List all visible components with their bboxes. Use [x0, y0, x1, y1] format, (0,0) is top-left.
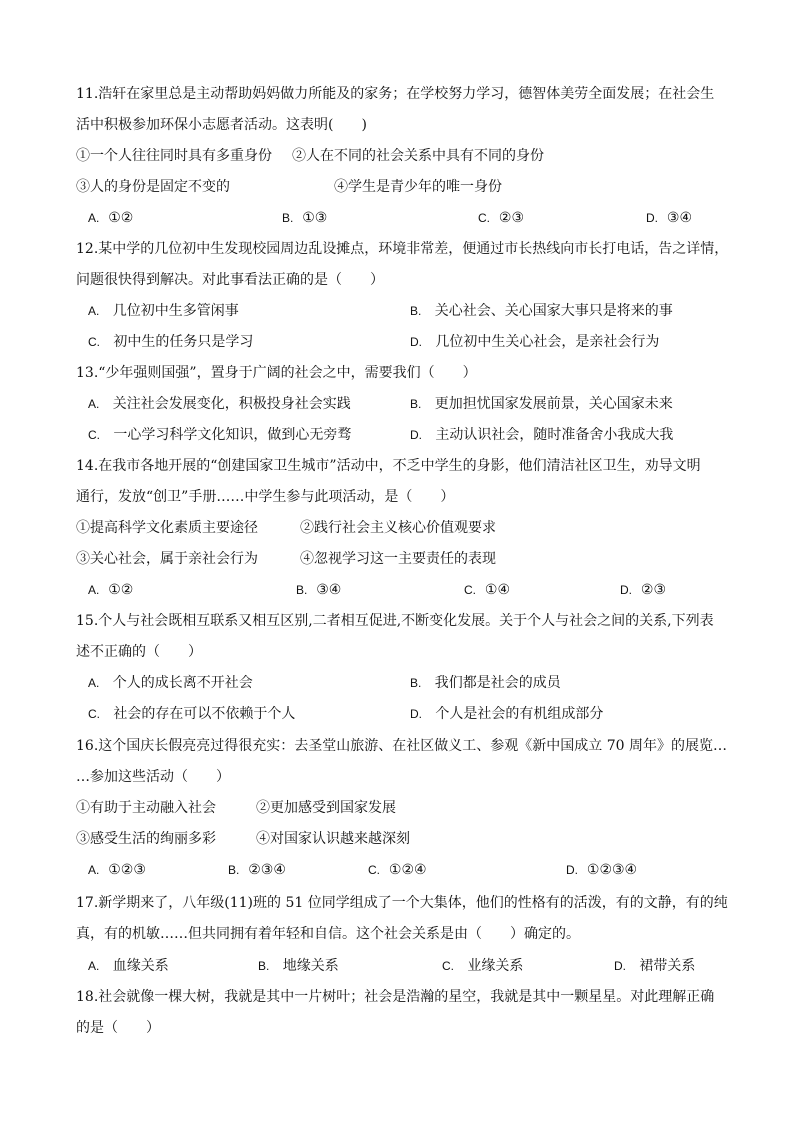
statement-3: ③关心社会，属于亲社会行为: [76, 551, 258, 567]
option-c: C. 一心学习科学文化知识，做到心无旁骛: [88, 427, 352, 443]
question-stem: 11.浩轩在家里总是主动帮助妈妈做力所能及的家务；在学校努力学习，德智体美劳全面发展；在社会生: [76, 86, 715, 102]
option-d: D. 裙带关系: [614, 958, 696, 974]
statement-4: ④忽视学习这一主要责任的表现: [300, 551, 496, 567]
question-stem: 15.个人与社会既相互联系又相互区别,二者相互促进,不断变化发展。关于个人与社会之间的关系,下列表: [76, 613, 714, 629]
option-c: C. ①②④: [368, 862, 427, 878]
option-b: B. 关心社会、关心国家大事只是将来的事: [410, 303, 673, 319]
option-b: B. 我们都是社会的成员: [410, 675, 561, 691]
option-a: A. ①②: [88, 582, 134, 598]
question-stem: 通行，发放“创卫”手册……中学生参与此项活动，是（ ）: [76, 489, 455, 505]
statement-3: ③人的身份是固定不变的: [76, 179, 230, 195]
statement-3: ③感受生活的绚丽多彩: [76, 831, 216, 847]
statement-4: ④对国家认识越来越深刻: [256, 831, 410, 847]
statement-4: ④学生是青少年的唯一身份: [334, 179, 502, 195]
question-stem: 真，有的机敏……但共同拥有着年轻和自信。这个社会关系是由（ ）确定的。: [76, 926, 580, 942]
question-stem: 14.在我市各地开展的“创建国家卫生城市”活动中，不乏中学生的身影，他们清洁社区卫生，劝导文明: [76, 458, 701, 474]
option-a: A. 关注社会发展变化，积极投身社会实践: [88, 396, 351, 412]
question-stem: 活中积极参加环保小志愿者活动。这表明( ): [76, 117, 367, 133]
question-stem: 述不正确的（ ）: [76, 644, 202, 660]
statement-1: ①提高科学文化素质主要途径: [76, 520, 258, 536]
statement-2: ②践行社会主义核心价值观要求: [300, 520, 496, 536]
option-d: D. 个人是社会的有机组成部分: [410, 706, 604, 722]
option-a: A. ①②③: [88, 862, 146, 878]
question-stem: …参加这些活动（ ）: [76, 769, 230, 785]
option-a: A. 几位初中生多管闲事: [88, 303, 239, 319]
option-d: D. ③④: [646, 210, 693, 226]
option-a: A. ①②: [88, 210, 134, 226]
statement-1: ①有助于主动融入社会: [76, 800, 216, 816]
option-d: D. 几位初中生关心社会，是亲社会行为: [410, 334, 660, 350]
question-stem: 问题很快得到解决。对此事看法正确的是（ ）: [76, 272, 384, 288]
option-c: C. 社会的存在可以不依赖于个人: [88, 706, 296, 722]
option-a: A. 血缘关系: [88, 958, 169, 974]
option-c: C. 业缘关系: [442, 958, 524, 974]
question-stem: 16.这个国庆长假亮亮过得很充实：去圣堂山旅游、在社区做义工、参观《新中国成立 70 周年》的展览…: [76, 738, 727, 754]
option-d: D. ②③: [620, 582, 667, 598]
option-b: B. ②③④: [228, 862, 286, 878]
question-stem: 18.社会就像一棵大树，我就是其中一片树叶；社会是浩瀚的星空，我就是其中一颗星星。对此理解正确: [76, 989, 715, 1005]
option-c: C. 初中生的任务只是学习: [88, 334, 254, 350]
option-c: C. ①④: [464, 582, 511, 598]
option-d: D. 主动认识社会，随时准备舍小我成大我: [410, 427, 674, 443]
question-stem: 12.某中学的几位初中生发现校园周边乱设摊点，环境非常差，便通过市长热线向市长打电话，告之详情，: [76, 241, 729, 257]
statement-1: ①一个人往往同时具有多重身份: [76, 148, 272, 164]
option-a: A. 个人的成长离不开社会: [88, 675, 253, 691]
question-stem: 17.新学期来了，八年级(11)班的 51 位同学组成了一个大集体，他们的性格有的活泼，有的文静，有的纯: [76, 895, 728, 911]
statement-2: ②人在不同的社会关系中具有不同的身份: [292, 148, 544, 164]
option-d: D. ①②③④: [566, 862, 638, 878]
option-c: C. ②③: [478, 210, 525, 226]
question-stem: 的是（ ）: [76, 1020, 160, 1036]
question-stem: 13.“少年强则国强”，置身于广阔的社会之中，需要我们（ ）: [76, 365, 477, 381]
option-b: B. 更加担忧国家发展前景，关心国家未来: [410, 396, 673, 412]
statement-2: ②更加感受到国家发展: [256, 800, 396, 816]
option-b: B. ③④: [296, 582, 342, 598]
option-b: B. ①③: [282, 210, 328, 226]
option-b: B. 地缘关系: [258, 958, 339, 974]
